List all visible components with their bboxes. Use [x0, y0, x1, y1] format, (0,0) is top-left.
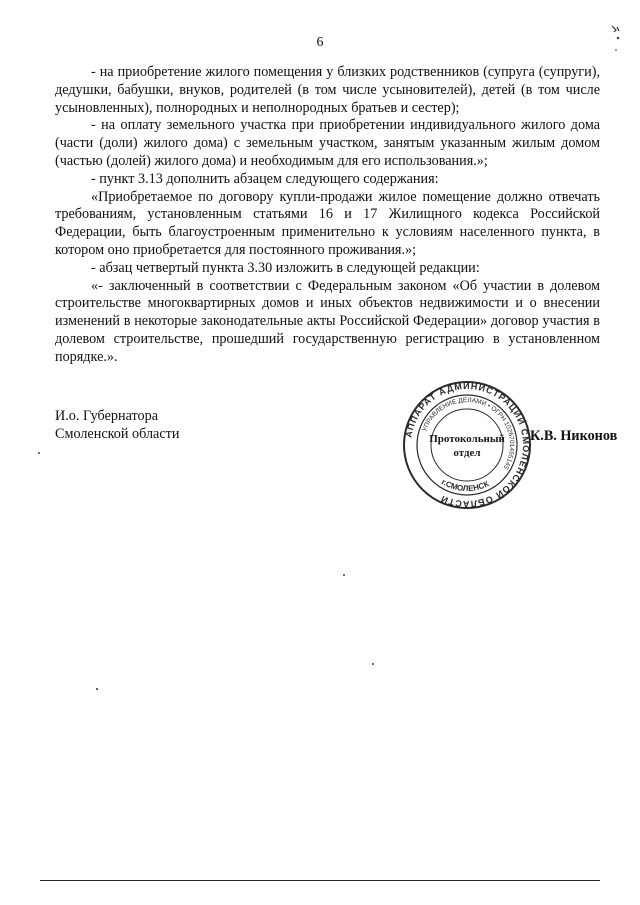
- stamp-center-text: отдел: [453, 447, 481, 459]
- paragraph: - на приобретение жилого помещения у близких родственников (супруга (супруги), дедушки, бабушки, внуков, родителей (в том числе усыновителей), детей (в том числе усыновленных), полнородных и неполнородных братьев и сестер);: [55, 64, 600, 116]
- stamp-center-text: Протокольный: [429, 433, 505, 445]
- signatory-title-line: Смоленской области: [55, 426, 180, 442]
- scan-speck: [38, 452, 40, 454]
- stamp-inner-text: УПРАВЛЕНИЕ ДЕЛАМИ • ОГРН 1026701455145: [421, 396, 516, 471]
- paragraph: - пункт 3.13 дополнить абзацем следующего содержания:: [91, 170, 439, 187]
- page-bottom-rule: [40, 880, 600, 881]
- stamp-bottom-text: г.СМОЛЕНСК: [439, 477, 491, 494]
- scan-speck: [343, 574, 345, 576]
- signatory-name: К.В. Никонов: [530, 428, 618, 444]
- stamp-outer-text: АППАРАТ АДМИНИСТРАЦИИ СМОЛЕНСКОЙ ОБЛАСТИ: [403, 380, 532, 510]
- official-stamp: [402, 380, 532, 510]
- scan-speck: [372, 663, 374, 665]
- corner-mark-icon: [606, 22, 626, 62]
- signatory-title-line: И.о. Губернатора: [55, 408, 158, 424]
- paragraph: «- заключенный в соответствии с Федеральным законом «Об участии в долевом строительстве многоквартирных домов и иных объектов недвижимости и о внесении изменений в некоторые законодательные акты Российской Федерации» договор участия в долевом строительстве, прошедший государственную регистрацию в установленном порядке.».: [55, 277, 600, 365]
- paragraph: - на оплату земельного участка при приобретении индивидуального жилого дома (части (доли) жилого дома) с земельным участком, занятым указанным жилым домом (частью (долей) жилого дома) и необходимым для его использования.»;: [55, 117, 600, 169]
- paragraph: - абзац четвертый пункта 3.30 изложить в следующей редакции:: [91, 259, 480, 276]
- document-body: [55, 64, 600, 367]
- signatory-title: [55, 407, 179, 443]
- page-number: 6: [316, 35, 324, 50]
- paragraph: «Приобретаемое по договору купли-продажи жилое помещение должно отвечать требованиям, установленным статьями 16 и 17 Жилищного кодекса Российской Федерации, быть благоустроенным применительно к условиям населенного пункта, в котором оно приобретается для постоянного проживания.»;: [55, 188, 600, 258]
- scan-speck: [96, 688, 98, 690]
